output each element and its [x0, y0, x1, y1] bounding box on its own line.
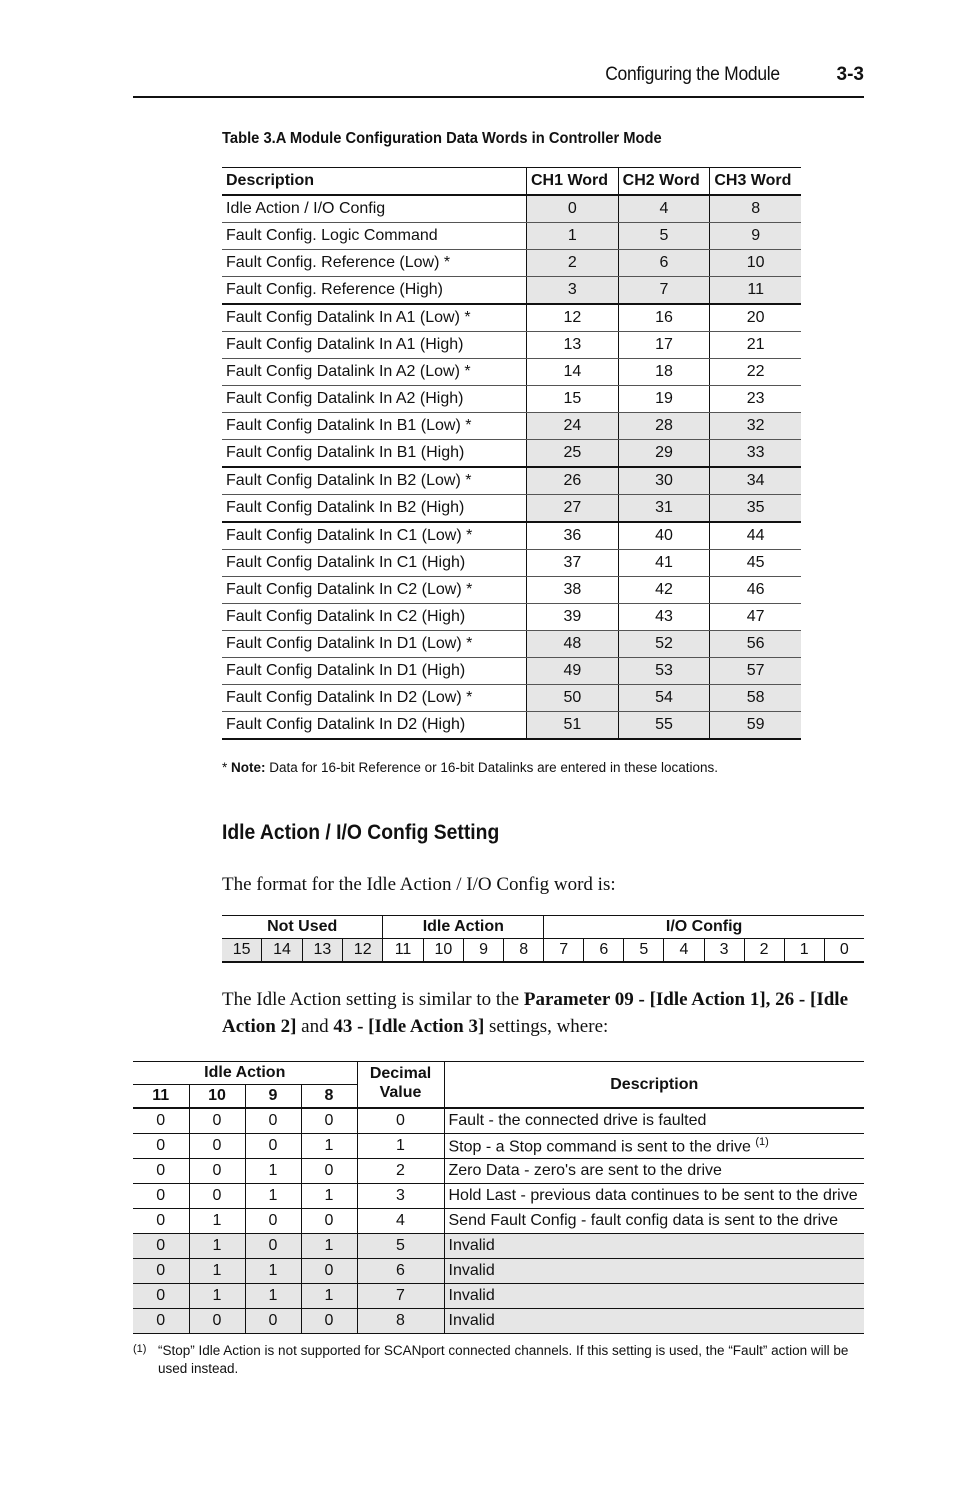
bit-9-cell: 0: [245, 1209, 301, 1234]
ch2-word-cell: 41: [618, 550, 710, 577]
bit-9-cell: 1: [245, 1184, 301, 1209]
description-cell: Fault Config Datalink In C1 (High): [222, 550, 527, 577]
ch2-word-cell: 53: [618, 658, 710, 685]
description-cell: [444, 1309, 864, 1334]
bit-10-cell: 0: [189, 1159, 245, 1184]
ch2-word-cell: 16: [618, 304, 710, 332]
ch1-word-cell: 38: [527, 577, 619, 604]
bit-10-cell: 1: [189, 1284, 245, 1309]
description-text: Invalid: [448, 1312, 495, 1329]
ch1-word-cell: 3: [527, 277, 619, 305]
body-paragraph: [222, 986, 872, 1040]
bit-8-cell: 0: [301, 1309, 357, 1334]
bit-number-cell: 5: [624, 939, 664, 963]
ch1-word-cell: 15: [527, 386, 619, 413]
decimal-value-header: [357, 1062, 444, 1109]
description-cell: [444, 1134, 864, 1159]
bit-number-cell: 0: [824, 939, 864, 963]
ch1-word-cell: 26: [527, 467, 619, 495]
ch2-word-cell: 17: [618, 332, 710, 359]
note-label: Note:: [231, 760, 266, 775]
description-cell: Fault Config Datalink In B1 (High): [222, 440, 527, 468]
bit-9-cell: 1: [245, 1159, 301, 1184]
decimal-value-cell: 1: [357, 1134, 444, 1159]
table-row: [222, 712, 801, 740]
bit-11-cell: 0: [133, 1134, 189, 1159]
table-row: [222, 658, 801, 685]
description-cell: [444, 1108, 864, 1134]
ch3-word-cell: 10: [710, 250, 801, 277]
description-text: Zero Data - zero's are sent to the drive: [448, 1162, 722, 1179]
ch3-word-cell: 47: [710, 604, 801, 631]
bit-8-cell: 0: [301, 1108, 357, 1134]
ch2-word-cell: 30: [618, 467, 710, 495]
description-cell: Idle Action / I/O Config: [222, 195, 527, 223]
table-row: [222, 685, 801, 712]
footnote-marker: (1): [133, 1343, 147, 1355]
ch1-word-cell: 51: [527, 712, 619, 740]
idle-table-row: [133, 1134, 864, 1159]
bit-11-cell: 0: [133, 1108, 189, 1134]
idle-table-row: [133, 1159, 864, 1184]
bit-number-cell: 7: [544, 939, 584, 963]
table-row: [222, 250, 801, 277]
description-cell: Fault Config Datalink In D1 (High): [222, 658, 527, 685]
decimal-header-line1: Decimal: [369, 1065, 432, 1082]
decimal-value-cell: 2: [357, 1159, 444, 1184]
config-words-table: [222, 167, 801, 740]
bit-layout-table: [222, 915, 864, 963]
ch3-word-cell: 11: [710, 277, 801, 305]
table-row: [222, 195, 801, 223]
ch2-word-cell: 31: [618, 495, 710, 523]
bit-number-cell: 13: [302, 939, 342, 963]
note-text: Data for 16-bit Reference or 16-bit Datalinks are entered in these locations.: [265, 760, 719, 775]
ch3-word-cell: 34: [710, 467, 801, 495]
description-cell: Fault Config Datalink In C2 (High): [222, 604, 527, 631]
description-text: Invalid: [448, 1262, 495, 1279]
ch3-word-cell: 20: [710, 304, 801, 332]
description-text: Send Fault Config - fault config data is sent to the drive: [448, 1212, 839, 1229]
decimal-value-cell: 0: [357, 1108, 444, 1134]
idle-table-row: [133, 1108, 864, 1134]
ch2-word-cell: 42: [618, 577, 710, 604]
bit-9-cell: 0: [245, 1134, 301, 1159]
description-cell: [444, 1209, 864, 1234]
ch3-word-cell: 33: [710, 440, 801, 468]
ch3-word-cell: 22: [710, 359, 801, 386]
bit-number-cell: 14: [262, 939, 302, 963]
bit-10-cell: 1: [189, 1209, 245, 1234]
idle-table-row: [133, 1259, 864, 1284]
table-row: [222, 522, 801, 550]
column-header-ch3: CH3 Word: [710, 168, 801, 196]
ch2-word-cell: 40: [618, 522, 710, 550]
description-cell: Fault Config. Reference (High): [222, 277, 527, 305]
description-text: Hold Last - previous data continues to be sent to the drive: [448, 1187, 858, 1204]
ch1-word-cell: 36: [527, 522, 619, 550]
column-header-ch2: CH2 Word: [618, 168, 710, 196]
bit-9-cell: 0: [245, 1234, 301, 1259]
table-row: [222, 304, 801, 332]
description-cell: Fault Config Datalink In C1 (Low) *: [222, 522, 527, 550]
description-cell: Fault Config. Reference (Low) *: [222, 250, 527, 277]
ch1-word-cell: 48: [527, 631, 619, 658]
bit-10-cell: 0: [189, 1108, 245, 1134]
footnote-reference: (1): [755, 1135, 769, 1148]
idle-table-row: [133, 1184, 864, 1209]
table-row: [222, 631, 801, 658]
decimal-value-cell: 8: [357, 1309, 444, 1334]
decimal-value-cell: 5: [357, 1234, 444, 1259]
decimal-value-cell: 7: [357, 1284, 444, 1309]
bit-number-cell: 6: [584, 939, 624, 963]
bit-9-cell: 0: [245, 1108, 301, 1134]
page-header: [133, 60, 864, 98]
description-text: Invalid: [448, 1287, 495, 1304]
ch3-word-cell: 56: [710, 631, 801, 658]
bit-8-cell: 0: [301, 1159, 357, 1184]
idle-table-header-row: [133, 1062, 864, 1085]
ch2-word-cell: 4: [618, 195, 710, 223]
ch1-word-cell: 14: [527, 359, 619, 386]
bit-number-row: [222, 939, 864, 963]
ch1-word-cell: 39: [527, 604, 619, 631]
bit-header-10: 10: [189, 1085, 245, 1109]
description-cell: Fault Config Datalink In D1 (Low) *: [222, 631, 527, 658]
description-cell: Fault Config Datalink In C2 (Low) *: [222, 577, 527, 604]
description-cell: Fault Config Datalink In D2 (High): [222, 712, 527, 740]
decimal-value-cell: 3: [357, 1184, 444, 1209]
bit-8-cell: 0: [301, 1209, 357, 1234]
paragraph-text: The Idle Action setting is similar to the: [222, 989, 524, 1010]
bit-11-cell: 0: [133, 1234, 189, 1259]
bit-header-11: 11: [133, 1085, 189, 1109]
footnote: [133, 1342, 864, 1378]
bit-8-cell: 1: [301, 1184, 357, 1209]
table-row: [222, 440, 801, 468]
description-cell: Fault Config Datalink In A1 (Low) *: [222, 304, 527, 332]
table-row: [222, 413, 801, 440]
group-not-used: Not Used: [222, 916, 383, 939]
ch3-word-cell: 32: [710, 413, 801, 440]
ch1-word-cell: 37: [527, 550, 619, 577]
ch3-word-cell: 44: [710, 522, 801, 550]
note-asterisk: *: [222, 760, 232, 775]
bit-number-cell: 2: [744, 939, 784, 963]
ch2-word-cell: 7: [618, 277, 710, 305]
ch1-word-cell: 27: [527, 495, 619, 523]
bit-number-cell: 3: [704, 939, 744, 963]
idle-action-group-header: Idle Action: [133, 1062, 357, 1085]
ch3-word-cell: 35: [710, 495, 801, 523]
bit-10-cell: 1: [189, 1234, 245, 1259]
ch3-word-cell: 23: [710, 386, 801, 413]
bit-8-cell: 1: [301, 1234, 357, 1259]
bit-9-cell: 1: [245, 1259, 301, 1284]
table-row: [222, 604, 801, 631]
bit-10-cell: 1: [189, 1259, 245, 1284]
bit-11-cell: 0: [133, 1259, 189, 1284]
description-cell: [444, 1284, 864, 1309]
bit-number-cell: 11: [383, 939, 423, 963]
ch1-word-cell: 13: [527, 332, 619, 359]
footnote-text: “Stop” Idle Action is not supported for SCANport connected channels. If this setting is used, the “Fault” action will be used instead.: [158, 1343, 849, 1376]
bit-number-cell: 10: [423, 939, 463, 963]
bit-9-cell: 1: [245, 1284, 301, 1309]
ch2-word-cell: 43: [618, 604, 710, 631]
idle-action-table: [133, 1061, 864, 1334]
table-header-row: [222, 168, 801, 196]
bit-8-cell: 1: [301, 1134, 357, 1159]
ch3-word-cell: 58: [710, 685, 801, 712]
description-cell: [444, 1184, 864, 1209]
bit-11-cell: 0: [133, 1284, 189, 1309]
ch2-word-cell: 5: [618, 223, 710, 250]
table-row: [222, 332, 801, 359]
table-row: [222, 359, 801, 386]
bit-number-cell: 1: [784, 939, 824, 963]
description-header: Description: [444, 1062, 864, 1109]
ch2-word-cell: 18: [618, 359, 710, 386]
table-row: [222, 495, 801, 523]
column-header-ch1: CH1 Word: [527, 168, 619, 196]
bit-11-cell: 0: [133, 1209, 189, 1234]
decimal-header-line2: Value: [379, 1084, 422, 1101]
section-title: Configuring the Module: [605, 64, 780, 85]
column-header-description: Description: [222, 168, 527, 196]
description-cell: Fault Config Datalink In B2 (Low) *: [222, 467, 527, 495]
description-cell: Fault Config. Logic Command: [222, 223, 527, 250]
table-row: [222, 467, 801, 495]
bit-number-cell: 8: [504, 939, 544, 963]
table-note: [222, 760, 718, 775]
ch1-word-cell: 2: [527, 250, 619, 277]
ch1-word-cell: 24: [527, 413, 619, 440]
description-cell: Fault Config Datalink In B2 (High): [222, 495, 527, 523]
bit-10-cell: 0: [189, 1184, 245, 1209]
description-cell: [444, 1159, 864, 1184]
group-io-config: I/O Config: [544, 916, 864, 939]
ch1-word-cell: 25: [527, 440, 619, 468]
description-text: Stop - a Stop command is sent to the drive: [448, 1138, 756, 1156]
section-heading: Idle Action / I/O Config Setting: [222, 821, 500, 844]
idle-table-row: [133, 1234, 864, 1259]
decimal-value-cell: 6: [357, 1259, 444, 1284]
ch3-word-cell: 45: [710, 550, 801, 577]
ch2-word-cell: 55: [618, 712, 710, 740]
idle-table-row: [133, 1284, 864, 1309]
description-cell: Fault Config Datalink In D2 (Low) *: [222, 685, 527, 712]
ch2-word-cell: 54: [618, 685, 710, 712]
ch3-word-cell: 9: [710, 223, 801, 250]
bit-8-cell: 1: [301, 1284, 357, 1309]
ch2-word-cell: 19: [618, 386, 710, 413]
page-number: 3-3: [836, 64, 864, 85]
intro-paragraph: The format for the Idle Action / I/O Config word is:: [222, 874, 616, 895]
paragraph-text: and: [296, 1016, 334, 1037]
paragraph-text: settings, where:: [484, 1016, 609, 1037]
bit-header-9: 9: [245, 1085, 301, 1109]
parameter-reference: 43 - [Idle Action 3]: [333, 1016, 485, 1037]
bit-group-row: [222, 916, 864, 939]
parameter-reference: Parameter 09 - [Idle Action 1], 26 - [Idle Action 2]: [222, 989, 849, 1037]
bit-number-cell: 12: [343, 939, 383, 963]
ch2-word-cell: 6: [618, 250, 710, 277]
bit-10-cell: 0: [189, 1309, 245, 1334]
bit-11-cell: 0: [133, 1184, 189, 1209]
ch1-word-cell: 0: [527, 195, 619, 223]
ch3-word-cell: 21: [710, 332, 801, 359]
ch3-word-cell: 59: [710, 712, 801, 740]
table-row: [222, 577, 801, 604]
ch3-word-cell: 8: [710, 195, 801, 223]
bit-11-cell: 0: [133, 1159, 189, 1184]
table-row: [222, 277, 801, 305]
bit-number-cell: 4: [664, 939, 704, 963]
bit-header-8: 8: [301, 1085, 357, 1109]
ch2-word-cell: 28: [618, 413, 710, 440]
table-row: [222, 550, 801, 577]
description-cell: [444, 1234, 864, 1259]
description-cell: Fault Config Datalink In A2 (Low) *: [222, 359, 527, 386]
table-row: [222, 223, 801, 250]
bit-8-cell: 0: [301, 1259, 357, 1284]
table-row: [222, 386, 801, 413]
ch3-word-cell: 46: [710, 577, 801, 604]
ch1-word-cell: 12: [527, 304, 619, 332]
bit-11-cell: 0: [133, 1309, 189, 1334]
idle-table-row: [133, 1209, 864, 1234]
ch1-word-cell: 49: [527, 658, 619, 685]
ch2-word-cell: 52: [618, 631, 710, 658]
description-cell: Fault Config Datalink In A1 (High): [222, 332, 527, 359]
decimal-value-cell: 4: [357, 1209, 444, 1234]
group-idle-action: Idle Action: [383, 916, 544, 939]
description-text: Invalid: [448, 1237, 495, 1254]
bit-9-cell: 0: [245, 1309, 301, 1334]
description-cell: Fault Config Datalink In B1 (Low) *: [222, 413, 527, 440]
bit-number-cell: 9: [464, 939, 504, 963]
description-text: Fault - the connected drive is faulted: [448, 1112, 707, 1129]
ch3-word-cell: 57: [710, 658, 801, 685]
bit-10-cell: 0: [189, 1134, 245, 1159]
table-caption: Table 3.A Module Configuration Data Words in Controller Mode: [222, 130, 662, 147]
description-cell: [444, 1259, 864, 1284]
ch1-word-cell: 1: [527, 223, 619, 250]
idle-table-row: [133, 1309, 864, 1334]
ch2-word-cell: 29: [618, 440, 710, 468]
bit-number-cell: 15: [222, 939, 262, 963]
description-cell: Fault Config Datalink In A2 (High): [222, 386, 527, 413]
ch1-word-cell: 50: [527, 685, 619, 712]
